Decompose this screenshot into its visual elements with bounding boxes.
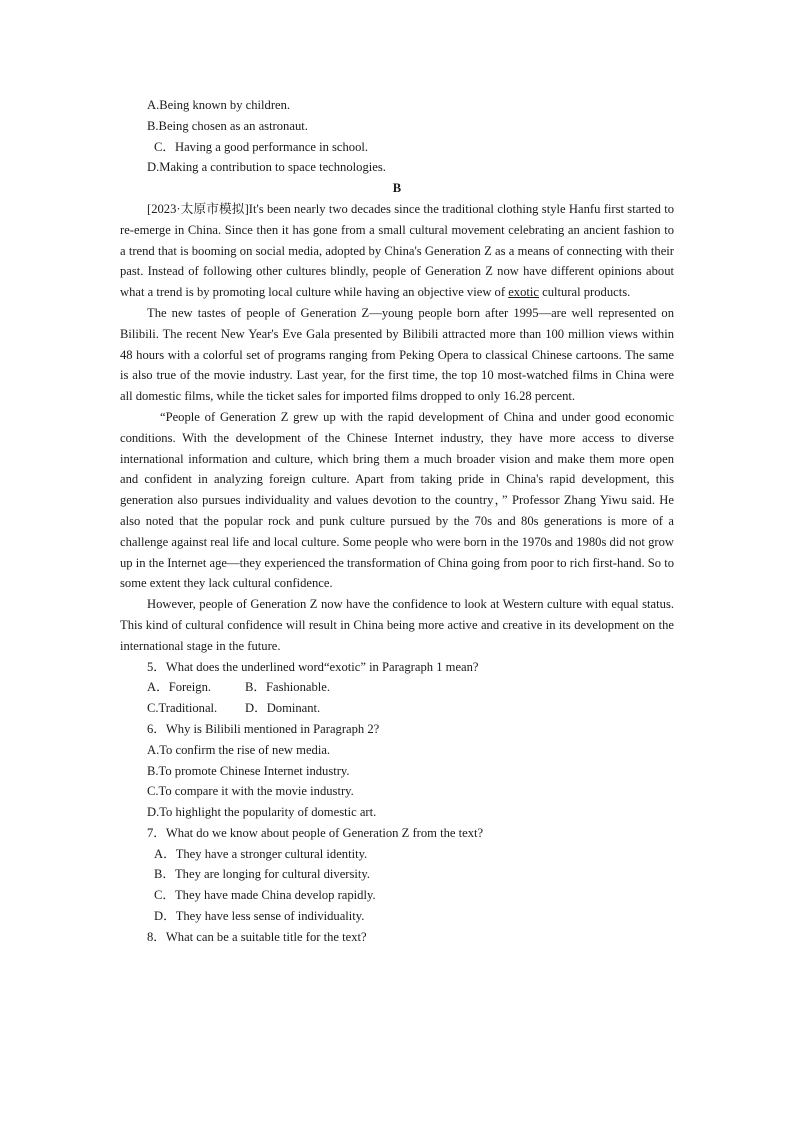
- paragraph-1-text: It's been nearly two decades since the traditional clothing style Hanfu first started to re-emerge in China. Since then it has gone from a small cultural movement celebrating an ancient fashion to a trend that is booming on social media, adopted by China's Generation Z as a means of connecting with their past. Instead of following other cultures blindly, people of Generation Z now have different opinions about what a trend is by promoting local culture while having an objective view of: [120, 201, 674, 300]
- question-6-option-c: C.To compare it with the movie industry.: [147, 784, 354, 799]
- question-6-option-b: B.To promote Chinese Internet industry.: [147, 763, 350, 778]
- question-8-stem: 8．What can be a suitable title for the text?: [147, 929, 367, 944]
- question-5-option-c: C.Traditional.: [147, 701, 218, 716]
- question-6-option-d: D.To highlight the popularity of domestic art.: [147, 805, 377, 820]
- passage-source: [2023·太原市模拟]: [147, 201, 249, 216]
- question-6-option-a: A.To confirm the rise of new media.: [147, 742, 331, 757]
- previous-option-d: D.Making a contribution to space technologies.: [147, 160, 386, 175]
- passage-paragraph-2: The new tastes of people of Generation Z—young people born after 1995—are well represented on Bilibili. The recent New Year's Eve Gala presented by Bilibili attracted more than 100 million views within 48 hours with a colorful set of programs ranging from Peking Opera to classical Chinese cartoons. The same is also true of the movie industry. Last year, for the first time, the top 10 most-watched films in China were all domestic films, while the ticket sales for imported films dropped to only 16.28 percent.: [120, 305, 674, 404]
- question-5-option-d: D．Dominant.: [245, 701, 321, 716]
- underlined-word: exotic: [508, 285, 539, 300]
- previous-option-b: B.Being chosen as an astronaut.: [147, 118, 308, 133]
- question-5-stem: 5．What does the underlined word“exotic” in Paragraph 1 mean?: [147, 659, 479, 674]
- question-7-option-a: A．They have a stronger cultural identity.: [154, 846, 368, 861]
- question-5-options-cd: [120, 698, 674, 719]
- passage-paragraph-1: [120, 199, 674, 303]
- paragraph-1-end: cultural products.: [538, 285, 631, 300]
- question-5-option-a: A．Foreign.: [147, 680, 212, 695]
- passage-paragraph-4: However, people of Generation Z now have the confidence to look at Western culture with equal status. This kind of cultural confidence will result in China being more active and creative in its development on the international stage in the future.: [120, 597, 674, 653]
- question-7-option-b: B．They are longing for cultural diversity.: [154, 867, 371, 882]
- section-title: B: [392, 181, 402, 196]
- question-7-stem: 7．What do we know about people of Generation Z from the text?: [147, 825, 484, 840]
- question-5-option-b: B．Fashionable.: [245, 680, 331, 695]
- previous-option-c: C．Having a good performance in school.: [154, 139, 369, 154]
- previous-option-a: A.Being known by children.: [147, 98, 291, 112]
- passage-paragraph-3: “People of Generation Z grew up with the rapid development of China and under good economic conditions. With the development of the Chinese Internet industry, they have more access to diverse international information and culture, which bring them a much broader vision and make them more open and confident in analyzing foreign culture. Apart from taking pride in China's rapid development, this generation also pursues individuality and values devotion to the country，” Professor Zhang Yiwu said. He also noted that the popular rock and punk culture pursued by the 70s and 80s generations is more of a challenge against real life and local culture. Some people who were born in the 1970s and 1980s did not grow up in the Internet age—they experienced the transformation of China going from poor to rich first-hand. So to some extent they lack cultural confidence.: [120, 409, 674, 591]
- question-7-option-c: C．They have made China develop rapidly.: [154, 888, 376, 903]
- document-page: [120, 95, 674, 948]
- question-5-options-ab: [120, 677, 674, 698]
- question-7-option-d: D．They have less sense of individuality.: [154, 909, 365, 924]
- question-6-stem: 6．Why is Bilibili mentioned in Paragraph 2?: [147, 721, 380, 736]
